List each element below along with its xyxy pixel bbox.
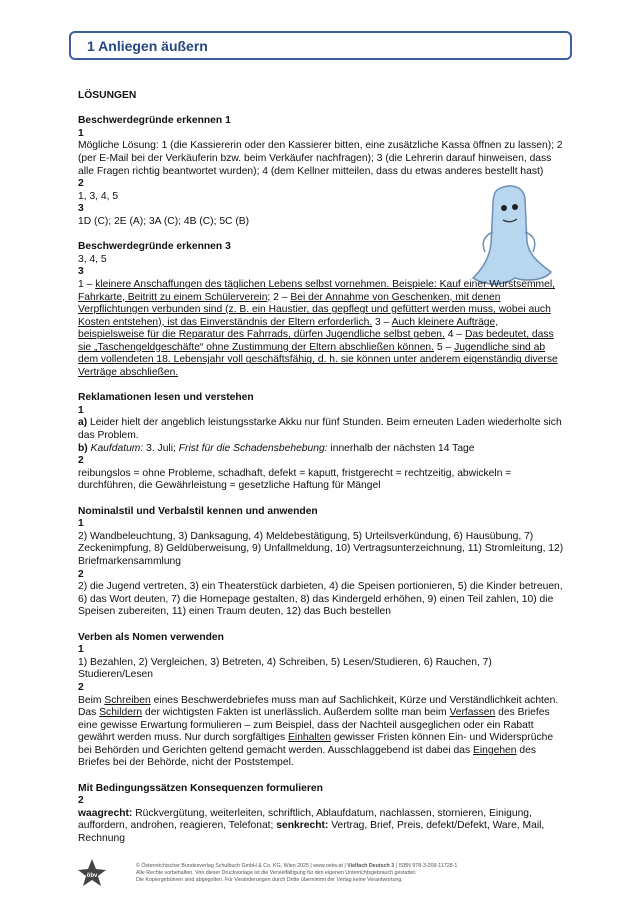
task-number: 2 (78, 178, 84, 190)
chapter-header (69, 31, 572, 60)
footer-copyright (136, 863, 576, 884)
answer-text: 2) die Jugend vertreten, 3) ein Theaterstück darbieten, 4) die Speisen portionieren, 5) die Kinder betreuen, 6) das Wort deuten, 7) die Homepage gestalten, 8) das Kindergeld erhöhen, 9) einen Teil zahlen, 10) die Speisen zubereiten, 11) einen Traum deuten, 12) das Buch bestellen (78, 581, 563, 618)
logo-text: öbv (86, 873, 98, 879)
task-number: 2 (78, 455, 84, 467)
answer-paragraph: Beim Schreiben eines Beschwerdebriefes muss man auf Sachlichkeit, Kürze und Verständlichkeit achten. Das Schildern der wichtigsten Fakten ist unerlässlich. Außerdem sollte man beim Verfassen des Briefes eine gewisse Erwartung formulieren – zum Beispiel, dass der Nachteil ausgeglichen oder ein Rabatt gewährt werden muss. Nur durch sorgfältiges Einhalten gewisser Fristen können Ein- und Widersprüche bei Behörden und Gerichten geltend gemacht werden. Ausschlaggebend ist dabei das Eingehen des Briefes bei der Behörde, nicht der Poststempel. (78, 694, 559, 769)
footer-line: Die Kopiergebühren sind abgegolten. Für Veränderungen durch Dritte übernimmt der Verlag keine Verantwortung. (136, 877, 403, 883)
task-number: 1 (78, 518, 84, 530)
task-number: 3 (78, 266, 84, 278)
section-heading: Mit Bedingungssätzen Konsequenzen formulieren (78, 782, 323, 794)
answer-text: reibungslos = ohne Probleme, schadhaft, defekt = kaputt, fristgerecht = rechtzeitig, abwickeln = durchführen, die Gewährleistung = gesetzliche Haftung für Mängel (78, 467, 512, 492)
task-number: 2 (78, 681, 84, 693)
task-number: 1 (78, 127, 84, 139)
chapter-title: 1 Anliegen äußern (87, 38, 208, 54)
task-number: 2 (78, 795, 84, 807)
footer-line: © Österreichischer Bundesverlag Schulbuch GmbH & Co. KG, Wien 2025 | www.oebv.at | Vielfach Deutsch 3 | ISBN 978-3-209-11728-1 (136, 863, 458, 869)
answer-paragraph: 1 – kleinere Anschaffungen des täglichen Lebens selbst vornehmen. Beispiele: Kauf einer Wurstsemmel, Fahrkarte, Beitritt zu einem Schülerverein; 2 – Bei der Annahme von Geschenken, mit denen Verpflichtungen verbunden sind (z. B. ein Haustier, das gepflegt und gefüttert werden muss, wobei auch Kosten entstehen), ist das Einverständnis der Eltern erforderlich. 3 – Auch kleinere Aufträge, beispielsweise für die Reparatur des Fahrrads, dürfen Jugendliche selbst geben. 4 – Das bedeutet, dass sie „Taschengeldgeschäfte“ ohne Zustimmung der Eltern abschließen können. 5 – Jugendliche sind ab dem vollendeten 18. Lebensjahr voll geschäftsfähig, d. h. sie können unter anderem eigenständig diverse Verträge abschließen. (78, 278, 558, 379)
answer-text: 3, 4, 5 (78, 253, 107, 265)
answer-text: a) Leider hielt der angeblich leistungsstarke Akku nur fünf Stunden. Beim erneuten Laden wiederholte sich das Problem. (78, 417, 562, 442)
solutions-label: LÖSUNGEN (78, 90, 137, 101)
answer-text: waagrecht: Rückvergütung, weiterleiten, schriftlich, Ablaufdatum, nachlassen, stornieren, Einigung, auffordern, androhen, reagieren, Telefonat; senkrecht: Vertrag, Brief, Preis, defekt/Defekt, Ware, Mail, Rechnung (78, 807, 545, 845)
task-number: 1 (78, 644, 84, 656)
section-heading: Verben als Nomen verwenden (78, 631, 224, 643)
answer-text: Mögliche Lösung: 1 (die Kassiererin oder den Kassierer bitten, eine zusätzliche Kassa öffnen zu lassen); 2 (per E-Mail bei der Verkäuferin bzw. beim Verkäufer nachfragen); 3 (die Lehrerin darauf hinweisen, dass alle Fragen richtig beantwortet wurden); 4 (dem Kellner mitteilen, dass du etwas anderes bestellt hast) (78, 140, 563, 177)
section-heading: Nominalstil und Verbalstil kennen und anwenden (78, 505, 318, 517)
section-heading: Beschwerdegründe erkennen 3 (78, 241, 231, 253)
answer-text: 1D (C); 2E (A); 3A (C); 4B (C); 5C (B) (78, 215, 250, 227)
answer-text: 1) Bezahlen, 2) Vergleichen, 3) Betreten, 4) Schreiben, 5) Lesen/Studieren, 6) Rauchen, 7) Studieren/Lesen (78, 656, 492, 681)
section-heading: Reklamationen lesen und verstehen (78, 392, 254, 404)
task-number: 2 (78, 568, 84, 580)
task-number: 1 (78, 404, 84, 416)
publisher-logo (77, 858, 107, 888)
answer-text: 1, 3, 4, 5 (78, 190, 119, 202)
task-number: 3 (78, 203, 84, 215)
answer-text: 2) Wandbeleuchtung, 3) Danksagung, 4) Meldebestätigung, 5) Urteilsverkündung, 6) Hausübung, 7) Zeckenimpfung, 8) Geldüberweisung, 9) Unfallmeldung, 10) Vertragsunterzeichnung, 11) Stromleitung, 12) Briefmarkensammlung (78, 530, 564, 567)
section-heading: Beschwerdegründe erkennen 1 (78, 115, 231, 127)
answer-text: b) Kaufdatum: 3. Juli; Frist für die Schadensbehebung: innerhalb der nächsten 14 Tage (78, 442, 475, 454)
solutions-content (78, 90, 564, 846)
footer-line: Alle Rechte vorbehalten. Von dieser Druckvorlage ist die Vervielfältigung für den eigenen Unterrichtsgebrauch gestattet. (136, 870, 417, 876)
